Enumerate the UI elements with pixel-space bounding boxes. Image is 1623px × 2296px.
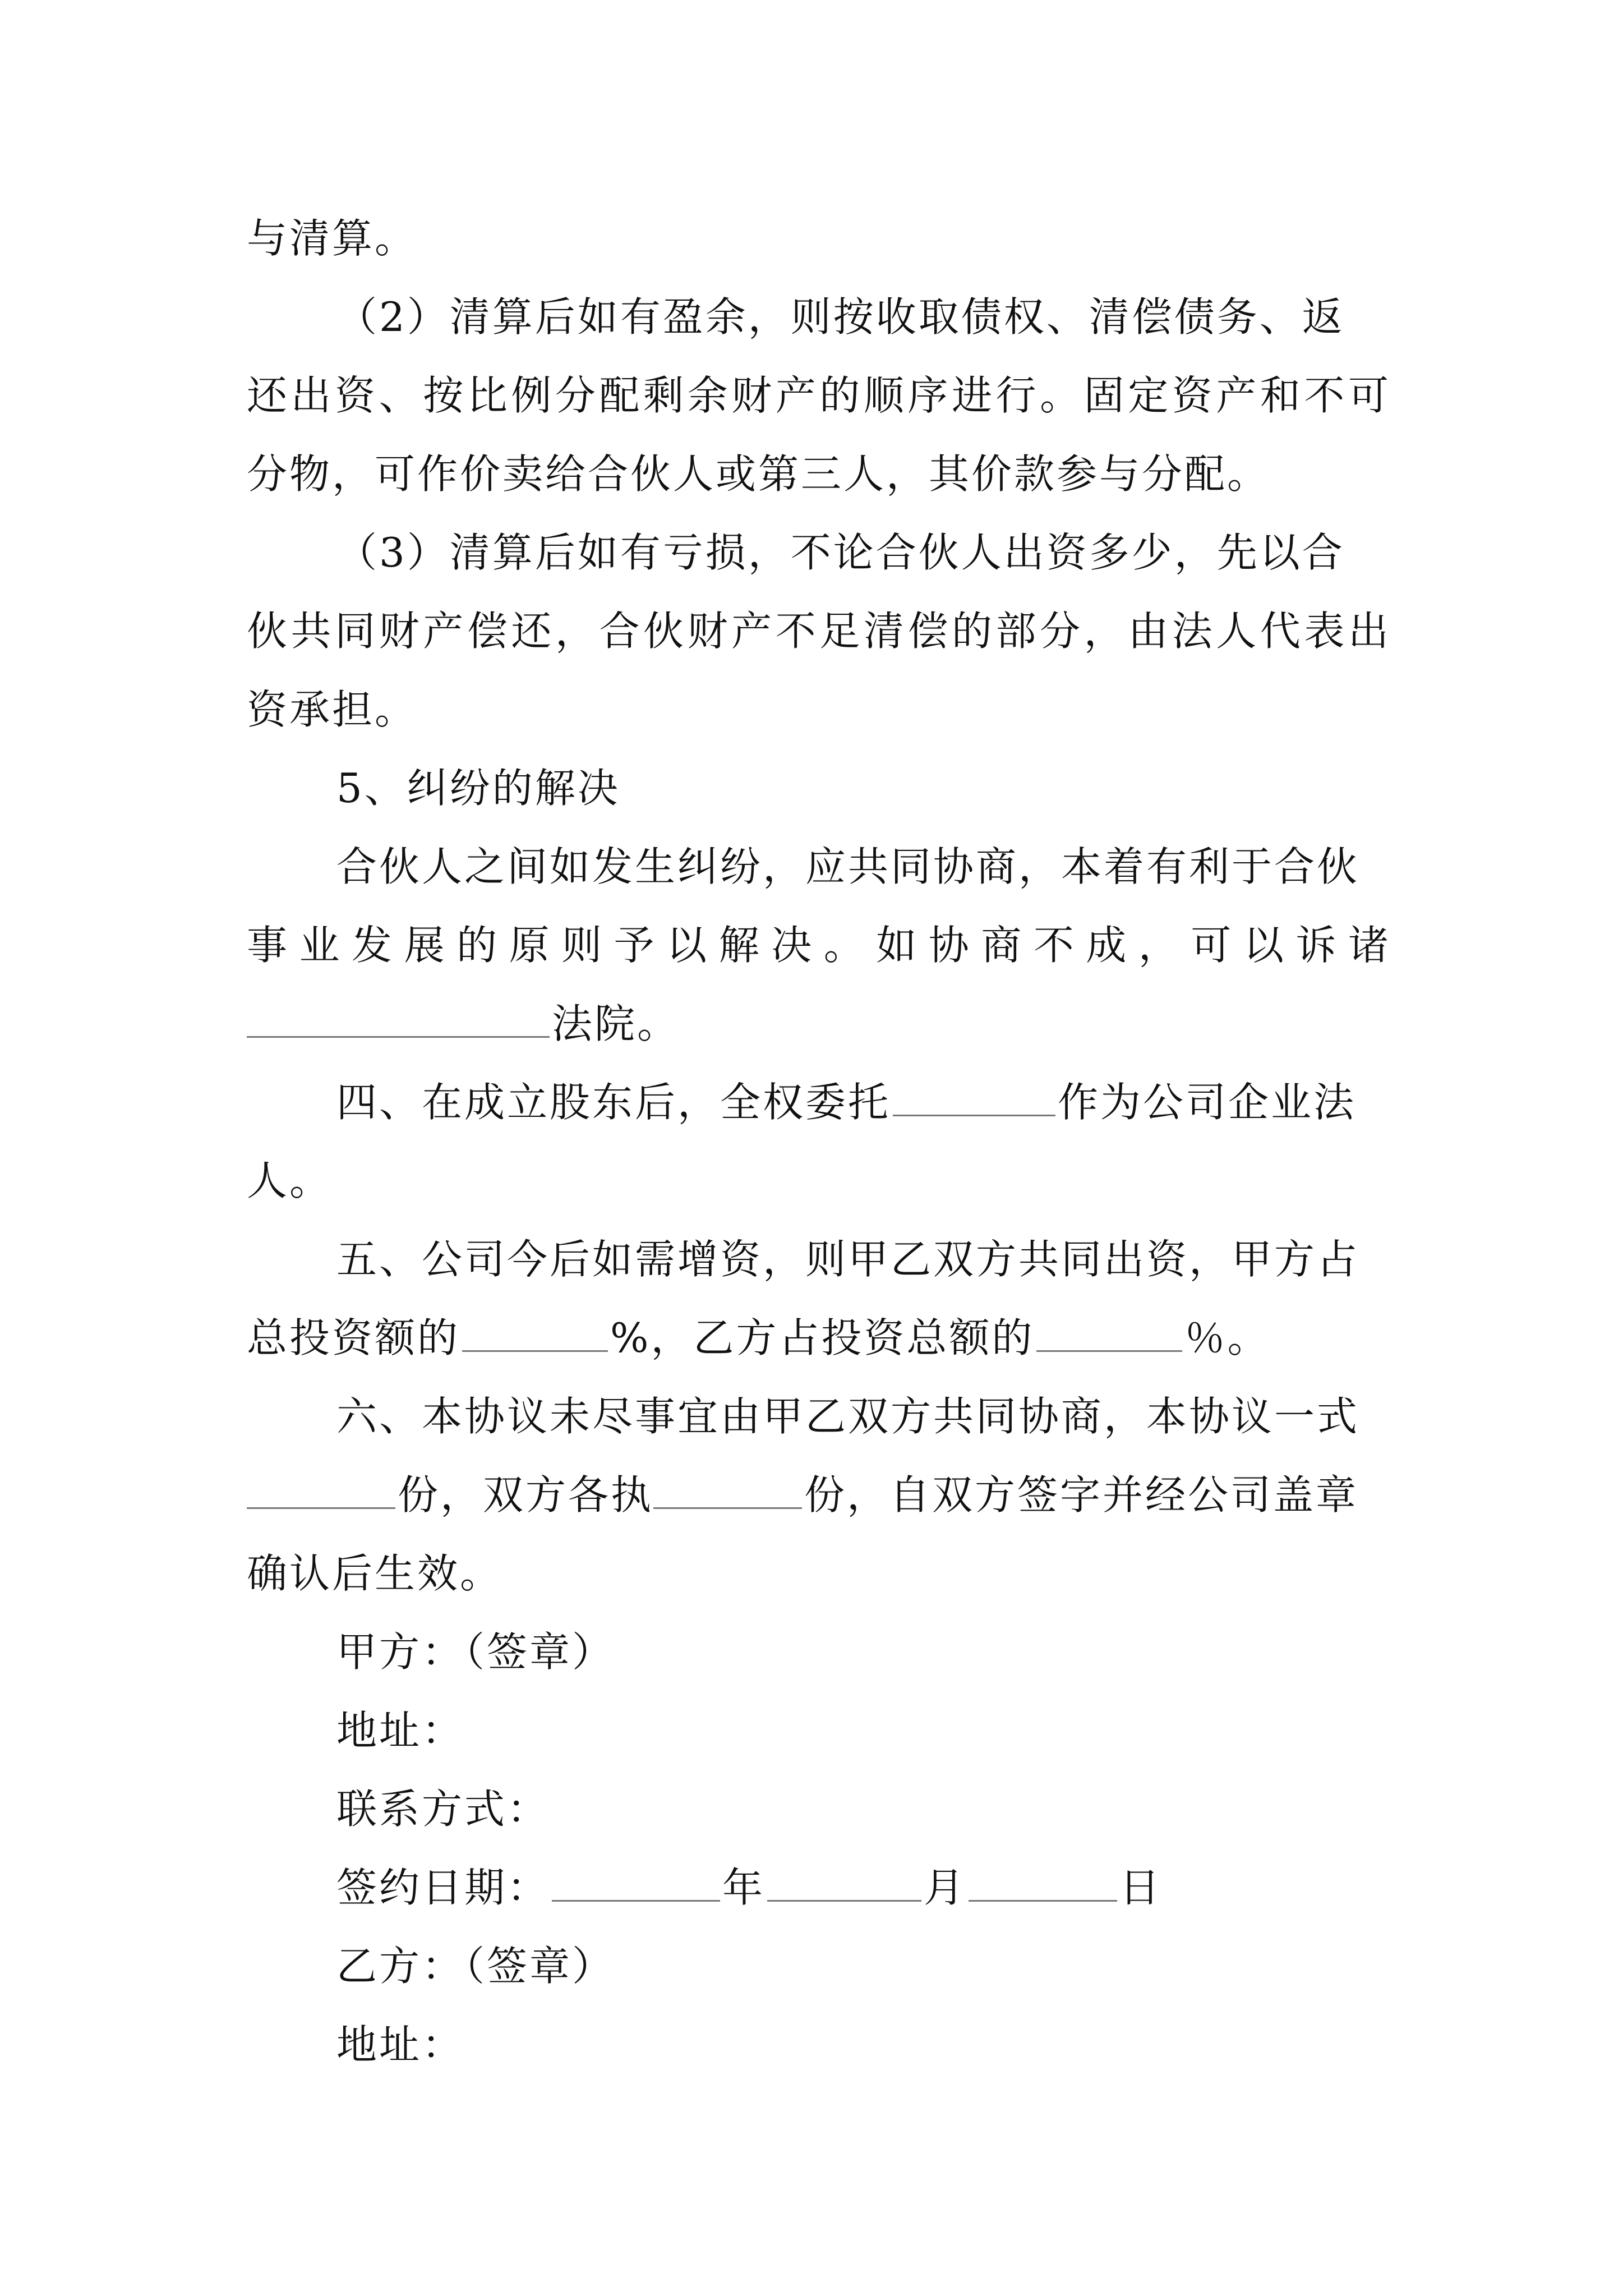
party-a-contact-label: 联系方式： (336, 1786, 550, 1833)
article-4-line-1: 四、在成立股东后，全权委托 作为公司企业法 (336, 1066, 1391, 1139)
text-line: 与清算。 (247, 215, 418, 262)
party-a-address-label: 地址： (336, 1707, 465, 1754)
article-5-line-1: 五、公司今后如需增资，则甲乙双方共同出资，甲方占 (336, 1236, 1360, 1283)
section-heading-dispute: 5、纠纷的解决 (336, 765, 620, 812)
each-copies-blank[interactable] (653, 1469, 802, 1509)
clause-2-line-1: （2）清算后如有盈余，则按收取债权、清偿债务、返 (336, 293, 1345, 341)
party-b-label: 乙方：（签章） (336, 1943, 615, 1990)
sign-date-line: 签约日期： 年 月 日 (336, 1851, 1391, 1924)
party-b-address-label: 地址： (336, 2021, 465, 2068)
article-4-line-2: 人。 (247, 1157, 333, 1204)
party-a-percent-blank[interactable] (462, 1312, 608, 1352)
court-blank[interactable] (247, 997, 550, 1038)
party-a-label: 甲方：（签章） (336, 1628, 615, 1676)
article-5-line-2: 总投资额的 %，乙方占投资总额的 ％。 (247, 1301, 1391, 1374)
party-b-percent-blank[interactable] (1036, 1312, 1182, 1352)
day-blank[interactable] (969, 1861, 1117, 1902)
total-copies-blank[interactable] (247, 1469, 395, 1509)
clause-3-line-1: （3）清算后如有亏损，不论合伙人出资多少，先以合 (336, 529, 1345, 576)
clause-3-line-3: 资承担。 (247, 686, 418, 733)
article-6-line-3: 确认后生效。 (247, 1550, 503, 1597)
dispute-line-2: 事业发展的原则予以解决。如协商不成，可以诉诸 (247, 922, 1391, 969)
article-6-line-2: 份，双方各执 份，自双方签字并经公司盖章 (247, 1458, 1391, 1531)
dispute-line-1: 合伙人之间如发生纠纷，应共同协商，本着有利于合伙 (336, 843, 1360, 890)
clause-2-line-3: 分物，可作价卖给合伙人或第三人，其价款参与分配。 (247, 450, 1270, 498)
clause-2-line-2: 还出资、按比例分配剩余财产的顺序进行。固定资产和不可 (247, 372, 1391, 419)
dispute-line-3: 法院。 (247, 987, 1391, 1060)
article-6-line-1: 六、本协议未尽事宜由甲乙双方共同协商，本协议一式 (336, 1393, 1360, 1440)
month-blank[interactable] (767, 1861, 921, 1902)
year-blank[interactable] (552, 1861, 720, 1902)
legal-person-blank[interactable] (893, 1076, 1055, 1116)
clause-3-line-2: 伙共同财产偿还，合伙财产不足清偿的部分，由法人代表出 (247, 608, 1391, 655)
